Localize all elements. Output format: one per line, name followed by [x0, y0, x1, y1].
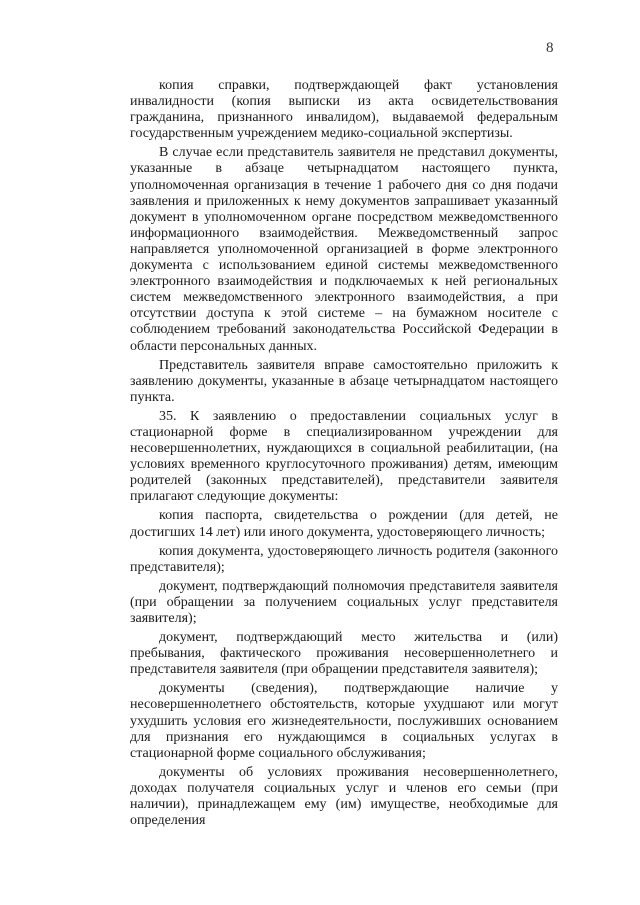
paragraph: 35. К заявлению о предоставлении социальных услуг в стационарной форме в специализированном учреждении для несовершеннолетних, нуждающихся в социальной реабилитации, (на условиях временного круглосуточного проживания) детям, имеющим родителей (законных представителей), представители заявителя прилагают следующие документы: [130, 408, 558, 505]
paragraph: копия справки, подтверждающей факт установления инвалидности (копия выписки из акта освидетельствования гражданина, признанного инвалидом), выдаваемой федеральным государственным учреждением медико-социальной экспертизы. [130, 78, 558, 142]
paragraph: документы (сведения), подтверждающие наличие у несовершеннолетнего обстоятельств, которые ухудшают или могут ухудшить условия его жизнедеятельности, послуживших основанием для признания его нуждающимся в социальных услугах в стационарной форме социального обслуживания; [130, 681, 558, 761]
paragraph: документ, подтверждающий место жительства и (или) пребывания, фактического проживания несовершеннолетнего и представителя заявителя (при обращении представителя заявителя); [130, 630, 558, 678]
paragraph: В случае если представитель заявителя не представил документы, указанные в абзаце четырнадцатом настоящего пункта, уполномоченная организация в течение 1 рабочего дня со дня подачи заявления и приложенных к нему документов запрашивает указанный документ в уполномоченном органе посредством межведомственного информационного взаимодействия. Межведомственный запрос направляется уполномоченной организацией в форме электронного документа с использованием единой системы межведомственного электронного взаимодействия и подключаемых к ней региональных систем межведомственного электронного взаимодействия, а при отсутствии доступа к этой системе – на бумажном носителе с соблюдением требований законодательства Российской Федерации в области персональных данных. [130, 145, 558, 354]
document-body [130, 78, 558, 832]
page-number: 8 [546, 40, 554, 56]
paragraph: Представитель заявителя вправе самостоятельно приложить к заявлению документы, указанные в абзаце четырнадцатом настоящего пункта. [130, 357, 558, 405]
paragraph: копия паспорта, свидетельства о рождении (для детей, не достигших 14 лет) или иного документа, удостоверяющего личность; [130, 508, 558, 540]
paragraph: документ, подтверждающий полномочия представителя заявителя (при обращении за получением социальных услуг представителя заявителя); [130, 578, 558, 626]
paragraph: документы об условиях проживания несовершеннолетнего, доходах получателя социальных услуг и членов его семьи (при наличии), принадлежащем ему (им) имуществе, необходимые для определения [130, 764, 558, 829]
paragraph: копия документа, удостоверяющего личность родителя (законного представителя); [130, 543, 558, 575]
